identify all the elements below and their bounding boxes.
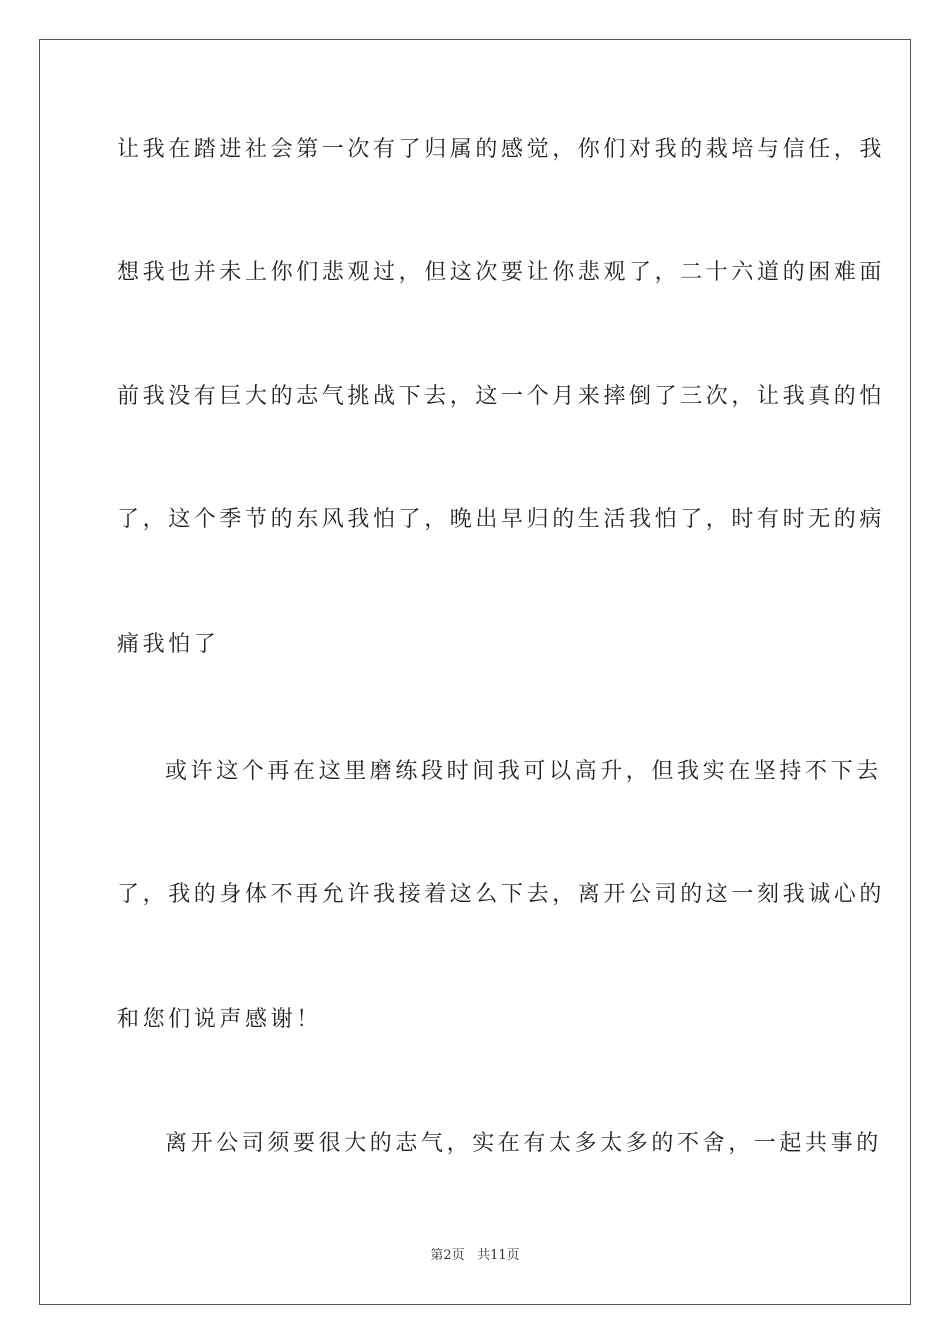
text-line-4: 了，这个季节的东风我怕了，晚出早归的生活我怕了，时有时无的病 — [117, 507, 886, 532]
text-line-3: 前我没有巨大的志气挑战下去，这一个月来摔倒了三次，让我真的怕 — [117, 384, 886, 409]
text-line-2: 想我也并未上你们悲观过，但这次要让你悲观了，二十六道的困难面 — [117, 260, 886, 285]
text-line-7: 了，我的身体不再允许我接着这么下去，离开公司的这一刻我诚心的 — [117, 882, 886, 907]
page-total: 共11页 — [477, 1248, 520, 1263]
page-footer — [0, 1247, 950, 1265]
text-line-5: 痛我怕了 — [117, 632, 220, 657]
text-line-1: 让我在踏进社会第一次有了归属的感觉，你们对我的栽培与信任，我 — [117, 137, 886, 162]
paragraph-2-first-line: 或许这个再在这里磨练段时间我可以高升，但我实在坚持不下去 — [165, 759, 882, 784]
page-number: 第2页 — [430, 1248, 465, 1263]
page-border — [39, 39, 911, 1305]
paragraph-3-first-line: 离开公司须要很大的志气，实在有太多太多的不舍，一起共事的 — [165, 1131, 882, 1156]
text-line-8: 和您们说声感谢！ — [117, 1007, 322, 1032]
